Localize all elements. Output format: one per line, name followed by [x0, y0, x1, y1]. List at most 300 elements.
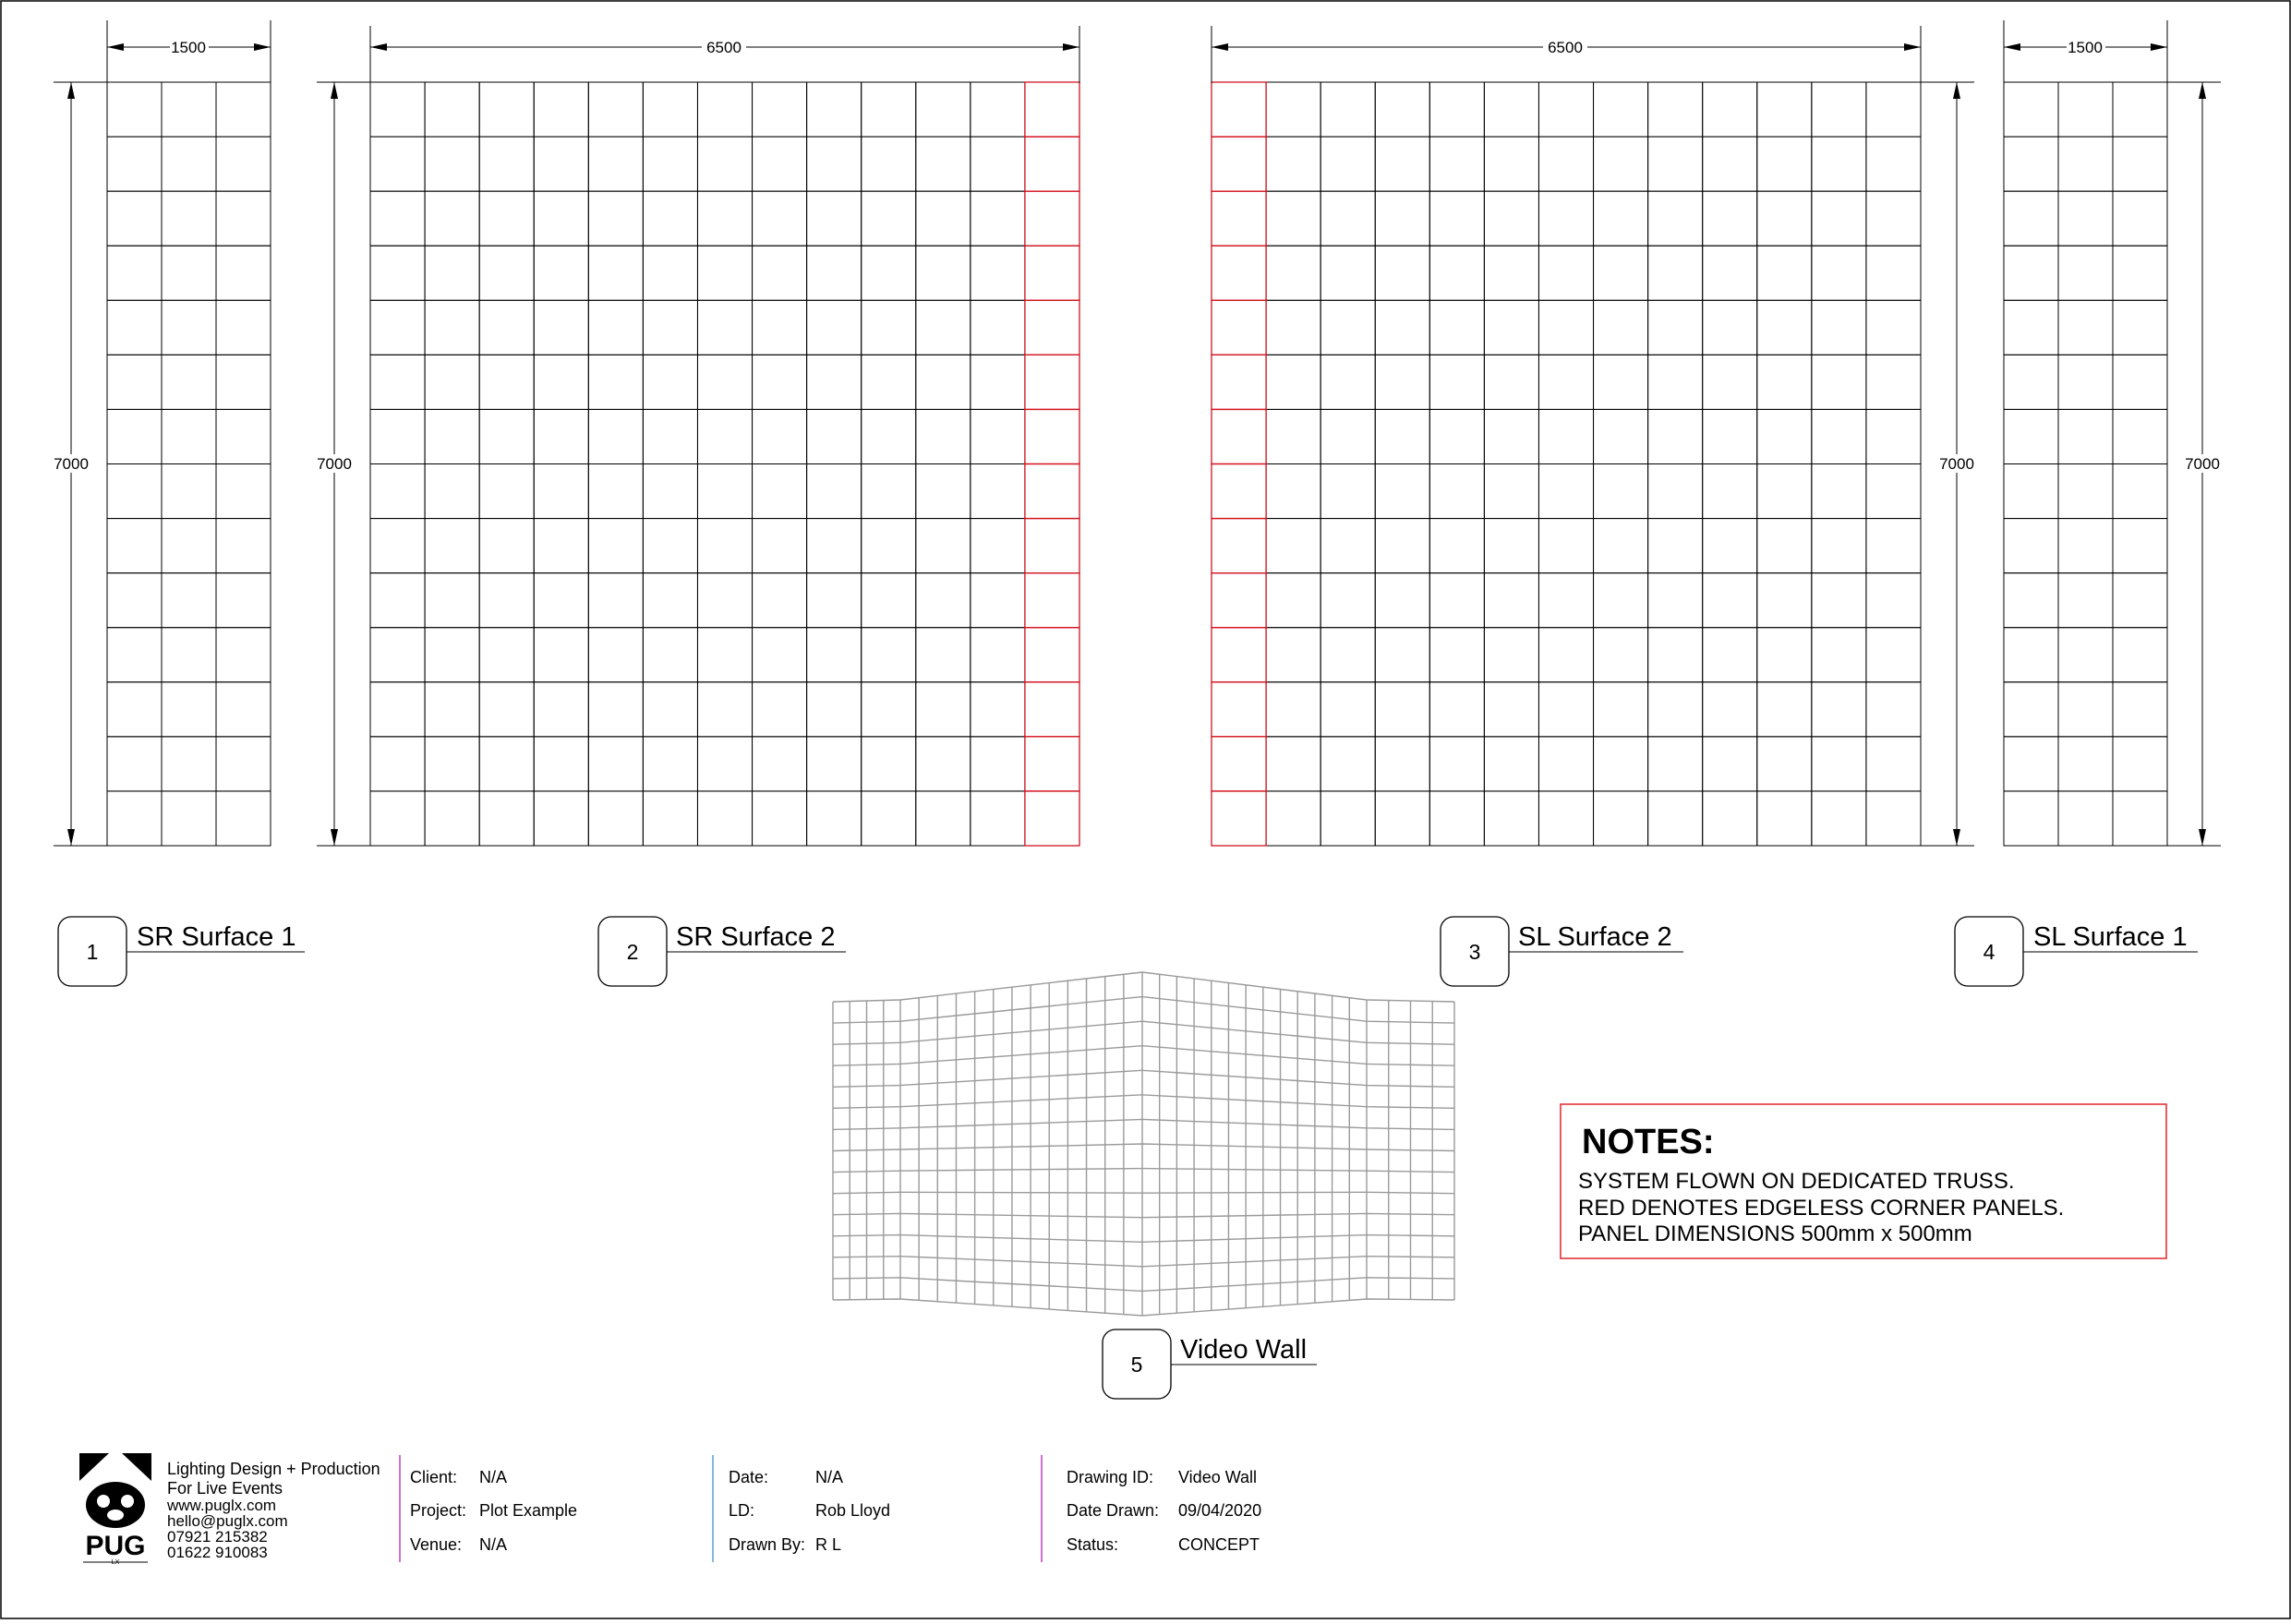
led-panel — [1812, 191, 1866, 246]
led-panel — [753, 191, 807, 246]
led-panel — [1703, 519, 1757, 573]
led-panel — [1375, 791, 1429, 846]
led-panel — [1812, 464, 1866, 519]
led-panel — [1429, 519, 1484, 573]
led-panel — [216, 246, 271, 300]
surface-4-drawing — [2004, 20, 2224, 846]
video-wall-perspective — [833, 972, 1454, 1316]
led-panel — [370, 573, 425, 628]
wall-panel-row-line — [833, 1119, 1454, 1129]
led-panel — [534, 573, 588, 628]
led-panel — [862, 519, 916, 573]
led-panel — [1266, 737, 1320, 791]
led-panel — [807, 519, 862, 573]
led-panel — [1538, 791, 1593, 846]
led-panel — [697, 246, 752, 300]
led-panel — [216, 519, 271, 573]
led-panel — [425, 355, 479, 409]
surface-4-width-label: 1500 — [2068, 39, 2103, 56]
led-panel — [588, 137, 643, 191]
wall-panel-row-line — [833, 1169, 1454, 1173]
led-panel — [697, 464, 752, 519]
led-panel — [971, 137, 1025, 191]
corner-panel — [1025, 137, 1079, 191]
led-panel — [1703, 409, 1757, 463]
venue-value: N/A — [479, 1535, 508, 1554]
dim-arrow — [1953, 829, 1960, 846]
led-panel — [1320, 246, 1375, 300]
led-panel — [1375, 682, 1429, 737]
led-panel — [216, 137, 271, 191]
notes-box — [1561, 1104, 2166, 1258]
surface-2-drawing — [313, 26, 1079, 846]
led-panel — [1375, 409, 1429, 463]
led-panel — [1484, 737, 1538, 791]
led-panel — [916, 464, 971, 519]
led-panel — [1538, 682, 1593, 737]
led-panel — [1812, 137, 1866, 191]
led-panel — [643, 464, 697, 519]
led-panel — [753, 464, 807, 519]
led-panel — [971, 82, 1025, 137]
led-panel — [1429, 82, 1484, 137]
surface-2-panel-grid — [370, 82, 1079, 846]
led-panel — [1429, 628, 1484, 682]
led-panel — [2004, 300, 2058, 355]
led-panel — [2113, 519, 2167, 573]
led-panel — [370, 519, 425, 573]
client-label: Client: — [410, 1468, 458, 1486]
led-panel — [588, 573, 643, 628]
led-panel — [479, 682, 534, 737]
surface-4-panel-grid — [2004, 82, 2167, 846]
led-panel — [479, 573, 534, 628]
led-panel — [753, 409, 807, 463]
led-panel — [425, 791, 479, 846]
corner-panel — [1025, 519, 1079, 573]
drawn-by-label: Drawn By: — [729, 1535, 806, 1554]
led-panel — [2113, 573, 2167, 628]
led-panel — [916, 409, 971, 463]
led-panel — [643, 191, 697, 246]
led-panel — [1266, 628, 1320, 682]
led-panel — [216, 628, 271, 682]
led-panel — [2004, 464, 2058, 519]
led-panel — [425, 682, 479, 737]
led-panel — [1812, 737, 1866, 791]
led-panel — [2058, 409, 2113, 463]
led-panel — [916, 82, 971, 137]
logo-subtext: LX — [111, 1559, 120, 1566]
led-panel — [1594, 464, 1648, 519]
led-panel — [2004, 355, 2058, 409]
led-panel — [1594, 300, 1648, 355]
led-panel — [162, 519, 216, 573]
led-panel — [162, 464, 216, 519]
corner-panel — [1025, 573, 1079, 628]
dim-arrow — [2199, 82, 2206, 99]
led-panel — [162, 246, 216, 300]
led-panel — [2004, 682, 2058, 737]
logo-ear-left — [79, 1453, 109, 1481]
led-panel — [534, 191, 588, 246]
view-number: 3 — [1468, 940, 1481, 964]
led-panel — [479, 82, 534, 137]
dim-arrow — [2199, 829, 2206, 846]
led-panel — [1703, 791, 1757, 846]
led-panel — [2113, 300, 2167, 355]
wall-panel-row-line — [833, 1235, 1454, 1243]
led-panel — [862, 464, 916, 519]
led-panel — [807, 682, 862, 737]
led-panel — [1538, 519, 1593, 573]
led-panel — [479, 137, 534, 191]
surface-1-panel-grid — [107, 82, 271, 846]
led-panel — [479, 791, 534, 846]
led-panel — [107, 519, 162, 573]
date-drawn-value: 09/04/2020 — [1178, 1501, 1262, 1520]
led-panel — [2113, 191, 2167, 246]
led-panel — [1429, 682, 1484, 737]
led-panel — [479, 355, 534, 409]
led-panel — [2058, 628, 2113, 682]
corner-panel — [1212, 300, 1266, 355]
led-panel — [1594, 791, 1648, 846]
company-tagline: Lighting Design + Production — [167, 1460, 380, 1478]
led-panel — [862, 355, 916, 409]
date-label: Date: — [729, 1468, 769, 1486]
led-panel — [697, 191, 752, 246]
led-panel — [1757, 246, 1812, 300]
led-panel — [1866, 355, 1921, 409]
led-panel — [534, 519, 588, 573]
dim-arrow — [331, 82, 338, 99]
led-panel — [1757, 737, 1812, 791]
led-panel — [534, 246, 588, 300]
led-panel — [2058, 464, 2113, 519]
led-panel — [2058, 573, 2113, 628]
led-panel — [1266, 519, 1320, 573]
led-panel — [216, 573, 271, 628]
led-panel — [588, 464, 643, 519]
led-panel — [1429, 246, 1484, 300]
led-panel — [1812, 246, 1866, 300]
dim-arrow — [67, 829, 75, 846]
led-panel — [971, 628, 1025, 682]
led-panel — [1648, 137, 1703, 191]
company-website: www.puglx.com — [167, 1497, 277, 1514]
led-panel — [1266, 791, 1320, 846]
led-panel — [1375, 355, 1429, 409]
led-panel — [2004, 246, 2058, 300]
led-panel — [1484, 519, 1538, 573]
led-panel — [971, 355, 1025, 409]
corner-panel — [1025, 300, 1079, 355]
led-panel — [588, 409, 643, 463]
view-number: 4 — [1983, 940, 1996, 964]
led-panel — [1484, 628, 1538, 682]
led-panel — [162, 628, 216, 682]
led-panel — [1320, 737, 1375, 791]
led-panel — [1866, 519, 1921, 573]
led-panel — [1648, 573, 1703, 628]
led-panel — [370, 82, 425, 137]
led-panel — [370, 682, 425, 737]
led-panel — [1757, 300, 1812, 355]
date-value: N/A — [815, 1468, 844, 1486]
led-panel — [807, 246, 862, 300]
led-panel — [1594, 573, 1648, 628]
notes-line: SYSTEM FLOWN ON DEDICATED TRUSS. — [1578, 1169, 2015, 1194]
corner-panel — [1025, 82, 1079, 137]
led-panel — [1866, 791, 1921, 846]
dim-arrow — [2004, 43, 2020, 51]
led-panel — [162, 300, 216, 355]
corner-panel — [1025, 682, 1079, 737]
led-panel — [2113, 628, 2167, 682]
led-panel — [107, 409, 162, 463]
wall-panel-row-line — [833, 1192, 1454, 1193]
led-panel — [643, 791, 697, 846]
surface-3-height-label: 7000 — [1939, 455, 1974, 473]
led-panel — [107, 300, 162, 355]
led-panel — [697, 409, 752, 463]
wall-panel-row-line — [833, 1257, 1454, 1267]
led-panel — [2113, 464, 2167, 519]
dim-arrow — [1904, 43, 1921, 51]
logo-ear-right — [122, 1453, 151, 1481]
led-panel — [107, 82, 162, 137]
led-panel — [425, 409, 479, 463]
led-panel — [807, 137, 862, 191]
led-panel — [588, 300, 643, 355]
led-panel — [753, 573, 807, 628]
led-panel — [1594, 82, 1648, 137]
led-panel — [1266, 464, 1320, 519]
led-panel — [2113, 737, 2167, 791]
view-number: 1 — [86, 940, 99, 964]
led-panel — [1648, 519, 1703, 573]
drawing-id-label: Drawing ID: — [1067, 1468, 1154, 1486]
led-panel — [370, 300, 425, 355]
ld-label: LD: — [729, 1501, 755, 1520]
led-panel — [2058, 519, 2113, 573]
led-panel — [1648, 355, 1703, 409]
led-panel — [162, 191, 216, 246]
led-panel — [807, 300, 862, 355]
led-panel — [1375, 573, 1429, 628]
led-panel — [1757, 409, 1812, 463]
led-panel — [216, 355, 271, 409]
led-panel — [1594, 191, 1648, 246]
led-panel — [643, 246, 697, 300]
led-panel — [916, 628, 971, 682]
led-panel — [753, 137, 807, 191]
led-panel — [1266, 682, 1320, 737]
corner-panel — [1025, 737, 1079, 791]
surface-1-drawing — [50, 20, 271, 846]
led-panel — [1375, 737, 1429, 791]
wall-panel-row-line — [833, 1144, 1454, 1151]
led-panel — [107, 246, 162, 300]
led-panel — [479, 464, 534, 519]
led-panel — [1594, 409, 1648, 463]
led-panel — [1320, 137, 1375, 191]
status-value: CONCEPT — [1178, 1535, 1260, 1554]
view-label-1 — [58, 917, 305, 986]
led-panel — [479, 246, 534, 300]
led-panel — [588, 246, 643, 300]
led-panel — [479, 409, 534, 463]
view-title: SR Surface 2 — [676, 922, 836, 952]
led-panel — [370, 464, 425, 519]
led-panel — [1703, 355, 1757, 409]
led-panel — [697, 573, 752, 628]
led-panel — [588, 191, 643, 246]
led-panel — [753, 682, 807, 737]
led-panel — [534, 682, 588, 737]
led-panel — [753, 82, 807, 137]
led-panel — [1266, 355, 1320, 409]
led-panel — [1320, 573, 1375, 628]
company-phone: 07921 215382 — [167, 1528, 268, 1546]
led-panel — [1429, 300, 1484, 355]
wall-panel-row-line — [833, 1213, 1454, 1217]
led-panel — [162, 137, 216, 191]
led-panel — [1703, 300, 1757, 355]
led-panel — [534, 300, 588, 355]
led-panel — [1703, 246, 1757, 300]
dim-arrow — [254, 43, 271, 51]
led-panel — [2004, 519, 2058, 573]
led-panel — [2004, 191, 2058, 246]
led-panel — [1538, 628, 1593, 682]
surface-4-height-label: 7000 — [2185, 455, 2220, 473]
led-panel — [2113, 137, 2167, 191]
led-panel — [1594, 246, 1648, 300]
led-panel — [216, 82, 271, 137]
led-panel — [862, 628, 916, 682]
led-panel — [216, 409, 271, 463]
notes-title: NOTES: — [1582, 1123, 1715, 1161]
drawn-by-value: R L — [815, 1535, 842, 1554]
led-panel — [2113, 355, 2167, 409]
led-panel — [1320, 191, 1375, 246]
view-title: SL Surface 2 — [1518, 922, 1672, 952]
led-panel — [1812, 573, 1866, 628]
led-panel — [425, 246, 479, 300]
led-panel — [2113, 682, 2167, 737]
logo-text: PUG — [85, 1531, 146, 1561]
led-panel — [1812, 82, 1866, 137]
led-panel — [1429, 355, 1484, 409]
led-panel — [807, 464, 862, 519]
led-panel — [370, 791, 425, 846]
led-panel — [1320, 682, 1375, 737]
view-label-5 — [1103, 1329, 1317, 1399]
led-panel — [971, 737, 1025, 791]
led-panel — [425, 737, 479, 791]
led-panel — [1266, 300, 1320, 355]
led-panel — [643, 137, 697, 191]
led-panel — [1866, 191, 1921, 246]
notes-line: PANEL DIMENSIONS 500mm x 500mm — [1578, 1221, 1972, 1246]
led-panel — [862, 191, 916, 246]
led-panel — [1538, 355, 1593, 409]
led-panel — [862, 246, 916, 300]
corner-panel — [1212, 573, 1266, 628]
corner-panel — [1212, 682, 1266, 737]
led-panel — [1648, 300, 1703, 355]
led-panel — [1648, 464, 1703, 519]
led-panel — [107, 137, 162, 191]
led-panel — [643, 82, 697, 137]
led-panel — [534, 628, 588, 682]
led-panel — [916, 573, 971, 628]
corner-panel — [1212, 355, 1266, 409]
led-panel — [1703, 737, 1757, 791]
led-panel — [1429, 464, 1484, 519]
led-panel — [1429, 737, 1484, 791]
corner-panel — [1025, 409, 1079, 463]
led-panel — [1703, 137, 1757, 191]
led-panel — [1757, 191, 1812, 246]
led-panel — [916, 791, 971, 846]
ld-value: Rob Lloyd — [815, 1501, 891, 1520]
led-panel — [1594, 737, 1648, 791]
led-panel — [1812, 519, 1866, 573]
led-panel — [2113, 409, 2167, 463]
led-panel — [370, 137, 425, 191]
led-panel — [862, 137, 916, 191]
led-panel — [162, 409, 216, 463]
led-panel — [1648, 628, 1703, 682]
corner-panel — [1212, 464, 1266, 519]
led-panel — [1375, 519, 1429, 573]
led-panel — [588, 791, 643, 846]
led-panel — [588, 628, 643, 682]
led-panel — [2058, 82, 2113, 137]
led-panel — [425, 464, 479, 519]
led-panel — [1648, 682, 1703, 737]
led-panel — [916, 300, 971, 355]
dim-arrow — [1953, 82, 1960, 99]
dim-arrow — [107, 43, 124, 51]
led-panel — [753, 737, 807, 791]
led-panel — [753, 300, 807, 355]
led-panel — [1594, 628, 1648, 682]
led-panel — [916, 737, 971, 791]
led-panel — [643, 355, 697, 409]
led-panel — [697, 355, 752, 409]
led-panel — [1757, 464, 1812, 519]
view-label-2 — [598, 917, 846, 986]
surface-2-height-label: 7000 — [317, 455, 352, 473]
led-panel — [916, 519, 971, 573]
company-email: hello@puglx.com — [167, 1512, 288, 1530]
led-panel — [1648, 82, 1703, 137]
surface-3-panel-grid — [1212, 82, 1921, 846]
led-panel — [216, 191, 271, 246]
led-panel — [216, 300, 271, 355]
led-panel — [107, 791, 162, 846]
led-panel — [1429, 137, 1484, 191]
date-drawn-label: Date Drawn: — [1067, 1501, 1160, 1520]
led-panel — [862, 791, 916, 846]
led-panel — [1866, 737, 1921, 791]
led-panel — [1812, 628, 1866, 682]
led-panel — [1703, 682, 1757, 737]
